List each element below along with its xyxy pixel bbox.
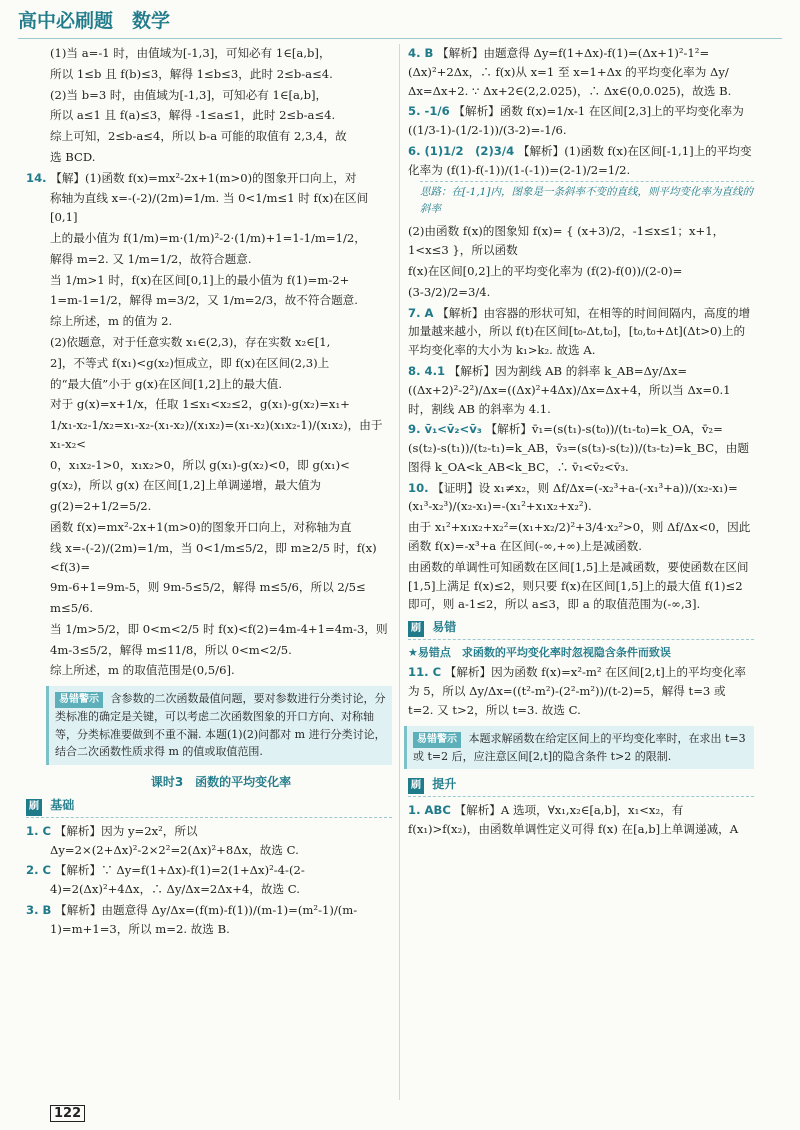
answer-text: 【解析】∵ Δy=f(1+Δx)-f(1)=2(1+Δx)²-4-(2-4)=2(Δx)²+4Δx，∴ Δy/Δx=2Δx+4，故选 C. [50, 863, 305, 897]
text-line: 选 BCD. [50, 149, 96, 164]
text-line: 对于 g(x)=x+1/x，任取 1≤x₁<x₂≤2，g(x₁)-g(x₂)=x₁+ [50, 397, 350, 412]
answer-number: 5. -1/6 [408, 104, 450, 119]
text-line: 9m-6+1=9m-5，则 9m-5≤5/2，解得 m≤5/6，所以 2/5≤ [50, 580, 366, 595]
level-up [408, 775, 754, 796]
answer-text: 【解析】由题意得 Δy/Δx=(f(m)-f(1))/(m-1)=(m²-1)/(m-1)=m+1=3，所以 m=2. 故选 B. [50, 903, 358, 936]
answer-item [26, 822, 392, 860]
text-line: 所以 a≤1 且 f(a)≤3，解得 -1≤a≤1，此时 2≤b-a≤4. [50, 108, 336, 123]
page-header: 高中必刷题 数学 [18, 10, 171, 32]
answer-item [408, 304, 754, 360]
text-line: 线 x=-(-2)/(2m)=1/m，当 0<1/m≤5/2，即 m≥2/5 时，f(x)<f(3)= [50, 540, 377, 574]
column-divider [399, 44, 400, 1100]
text-line: 4m-3≤5/2，解得 m≤11/8，所以 0<m<2/5. [50, 642, 292, 657]
text-line: 0，x₁x₂-1>0，x₁x₂>0，所以 g(x₁)-g(x₂)<0，即 g(x₁)< [50, 457, 350, 472]
level-error [408, 618, 754, 639]
answer-number: 9. v̄₁<v̄₂<v̄₃ [408, 422, 482, 437]
text-line: (3-3/2)/2=3/4. [408, 284, 491, 299]
left-column [26, 44, 392, 941]
answer-number: 11. C [408, 665, 442, 680]
answer-item [26, 901, 392, 939]
text-line: (2)当 b=3 时，由值域为[-1,3]，可知必有 1∈[a,b]， [50, 87, 328, 102]
text-line: 1/x₁-x₂-1/x₂=x₁-x₂-(x₁-x₂)/(x₁x₂)=(x₁-x₂)(x₁x₂-1)/(x₁x₂)，由于 x₁-x₂< [50, 418, 383, 451]
warning-badge: 易错警示 [55, 692, 103, 708]
thinking-note: 思路：在[-1,1]内，图象是一条斜率不变的直线，则平均变化率为直线的斜率 [420, 181, 754, 218]
text-line: 【解】(1)函数 f(x)=mx²-2x+1(m>0)的图象开口向上，对 [50, 170, 357, 185]
text-line: g(x₂)，所以 g(x) 在区间[1,2]上单调递增，最大值为 [50, 478, 322, 493]
answer-item [408, 801, 754, 839]
text-line: 综上所述，m 的值为 2. [50, 314, 173, 329]
answer-item [408, 362, 754, 418]
text-line: 称轴为直线 x=-(-2)/(2m)=1/m. 当 0<1/m≤1 时 f(x)在区间[0,1] [50, 191, 369, 225]
level-icon: 刷 [26, 799, 42, 815]
level-label: 易错 [432, 620, 457, 635]
answer-item [408, 142, 754, 180]
text-line: 函数 f(x)=mx²-2x+1(m>0)的图象开口向上，对称轴为直 [50, 519, 352, 534]
right-column [408, 44, 754, 840]
header-rule [18, 38, 782, 39]
answer-number: 1. C [26, 823, 52, 838]
question-14 [26, 169, 392, 188]
text-line: (2)由函数 f(x)的图象知 f(x)= { (x+3)/2，-1≤x≤1；x+1，1<x≤3 }，所以函数 [408, 224, 725, 258]
error-point: ★易错点 求函数的平均变化率时忽视隐含条件而致误 [408, 645, 671, 659]
text-line: 由于 x₁²+x₁x₂+x₂²=(x₁+x₂/2)²+3/4·x₂²>0，则 Δf/Δx<0，因此函数 f(x)=-x³+a 在区间(-∞,+∞)上是减函数. [408, 520, 751, 553]
warning-text: 含参数的二次函数最值问题，要对参数进行分类讨论，分类标准的确定是关键，可以考虑二次函数图象的开口方向、对称轴等，分类标准要做到不重不漏. 本题(1)(2)问都对 m 进行分类讨论，结合二次函数性质求得 m 的值或取值范围. [55, 692, 386, 759]
text-line: 所以 1≤b 且 f(b)≤3，解得 1≤b≤3，此时 2≤b-a≤4. [50, 66, 333, 81]
answer-number: 1. ABC [408, 802, 451, 817]
text-line: 1=m-1=1/2，解得 m=3/2，又 1/m=2/3，故不符合题意. [50, 293, 358, 308]
text-line: (1)当 a=-1 时，由值域为[-1,3]，可知必有 1∈[a,b]， [50, 46, 331, 60]
text-line: g(2)=2+1/2=5/2. [50, 499, 152, 514]
answer-item [26, 861, 392, 899]
text-line: 当 1/m>5/2，即 0<m<2/5 时 f(x)<f(2)=4m-4+1=4m-3，则 [50, 621, 388, 636]
answer-number: 10. [408, 480, 429, 495]
answer-number: 7. A [408, 305, 434, 320]
level-basic [26, 796, 392, 817]
answer-number: 3. B [26, 903, 52, 917]
answer-item [408, 420, 754, 476]
level-icon: 刷 [408, 778, 424, 794]
answer-number: 6. (1)1/2 (2)3/4 [408, 143, 515, 158]
answer-text: 【解析】A 选项，∀x₁,x₂∈[a,b]，x₁<x₂，有 f(x₁)>f(x₂)，由函数单调性定义可得 f(x) 在[a,b]上单调递减，A [408, 802, 739, 836]
answer-text: 【解析】因为 y=2x²，所以 Δy=2×(2+Δx)²-2×2²=2(Δx)²+8Δx，故选 C. [50, 823, 299, 857]
answer-number: 2. C [26, 863, 52, 878]
page-number: 122 [50, 1105, 85, 1122]
text-line: 解得 m=2. 又 1/m=1/2，故符合题意. [50, 251, 252, 266]
text-line: f(x)在区间[0,2]上的平均变化率为 (f(2)-f(0))/(2-0)= [408, 264, 683, 279]
level-label: 提升 [432, 777, 457, 792]
text-line: 当 1/m>1 时，f(x)在区间[0,1]上的最小值为 f(1)=m-2+ [50, 272, 350, 287]
text-line: (2)依题意，对于任意实数 x₁∈(2,3)，存在实数 x₂∈[1, [50, 334, 331, 349]
answer-text: 【证明】设 x₁≠x₂，则 Δf/Δx=(-x₂³+a-(-x₁³+a))/(x₂-x₁)=(x₁³-x₂³)/(x₂-x₁)=-(x₁²+x₁x₂+x₂²). [408, 480, 738, 514]
answer-item [408, 479, 754, 517]
text-line: 2]，不等式 f(x₁)<g(x₂)恒成立，即 f(x)在区间(2,3)上 [50, 355, 330, 370]
warning-badge: 易错警示 [413, 732, 461, 748]
warning-box [404, 726, 754, 770]
question-number: 14. [26, 170, 47, 185]
answer-item [408, 102, 754, 140]
text-line: 由函数的单调性可知函数在区间[1,5]上是减函数，要使函数在区间[1,5]上满足 f(x)≤2，则只要 f(x)在区间[1,5]上的最大值 f(1)≤2 即可，则 a-1≤2，所以 a≤3，即 a 的取值范围为(-∞,3]. [408, 559, 749, 612]
warning-box [46, 686, 392, 765]
answer-text: 【解析】(1)函数 f(x)在区间[-1,1]上的平均变化率为 (f(1)-f(-1))/(1-(-1))=(2-1)/2=1/2. [408, 143, 752, 177]
answer-text: 【解析】因为函数 f(x)=x²-m² 在区间[2,t]上的平均变化率为 5，所以 Δy/Δx=((t²-m²)-(2²-m²))/(t-2)=5，解得 t=3 或 t=2. 又 t>2，所以 t=3. 故选 C. [408, 665, 746, 717]
text-line: m≤5/6. [50, 601, 94, 616]
answer-item [408, 44, 754, 100]
level-label: 基础 [50, 798, 75, 813]
answer-number: 4. B [408, 46, 434, 60]
text-line: 综上可知，2≤b-a≤4，所以 b-a 可能的取值有 2,3,4，故 [50, 129, 347, 144]
level-icon: 刷 [408, 621, 424, 637]
answer-text: 【解析】由容器的形状可知，在相等的时间间隔内，高度的增加量越来越小，所以 f(t)在区间[t₀-Δt,t₀]，[t₀,t₀+Δt](Δt>0)上的平均变化率的大小为 k₁>k₂. 故选 A. [408, 305, 751, 358]
answer-text: 【解析】因为割线 AB 的斜率 k_AB=Δy/Δx=((Δx+2)²-2²)/Δx=((Δx)²+4Δx)/Δx=Δx+4，所以当 Δx=0.1 时，割线 AB 的斜率为 4.1. [408, 363, 731, 416]
answer-item [408, 663, 754, 719]
answer-number: 8. 4.1 [408, 363, 446, 378]
text-line: 上的最小值为 f(1/m)=m·(1/m)²-2·(1/m)+1=1-1/m=1/2， [50, 231, 366, 246]
answer-text: 【解析】由题意得 Δy=f(1+Δx)-f(1)=(Δx+1)²-1²=(Δx)²+2Δx，∴ f(x)从 x=1 至 x=1+Δx 的平均变化率为 Δy/Δx=Δx+2. ∵ Δx+2∈(2,2.025)，∴ Δx∈(0,0.025)，故选 B. [408, 46, 732, 98]
answer-text: 【解析】v̄₁=(s(t₁)-s(t₀))/(t₁-t₀)=k_OA，v̄₂=(s(t₂)-s(t₁))/(t₂-t₁)=k_AB，v̄₃=(s(t₃)-s(t₂))/(t₃-t₂)=k_BC，由题图得 k_OA<k_AB<k_BC，∴ v̄₁<v̄₂<v̄₃. [408, 422, 749, 474]
text-line: 的“最大值”小于 g(x)在区间[1,2]上的最大值. [50, 376, 283, 391]
text-line: 综上所述，m 的取值范围是(0,5/6]. [50, 663, 235, 678]
section-title: 课时3 函数的平均变化率 [150, 775, 292, 789]
warning-text: 本题求解函数在给定区间上的平均变化率时，在求出 t=3 或 t=2 后，应注意区间[2,t]的隐含条件 t>2 的限制. [413, 731, 746, 763]
answer-text: 【解析】函数 f(x)=1/x-1 在区间[2,3]上的平均变化率为 ((1/3-1)-(1/2-1))/(3-2)=-1/6. [408, 104, 744, 138]
